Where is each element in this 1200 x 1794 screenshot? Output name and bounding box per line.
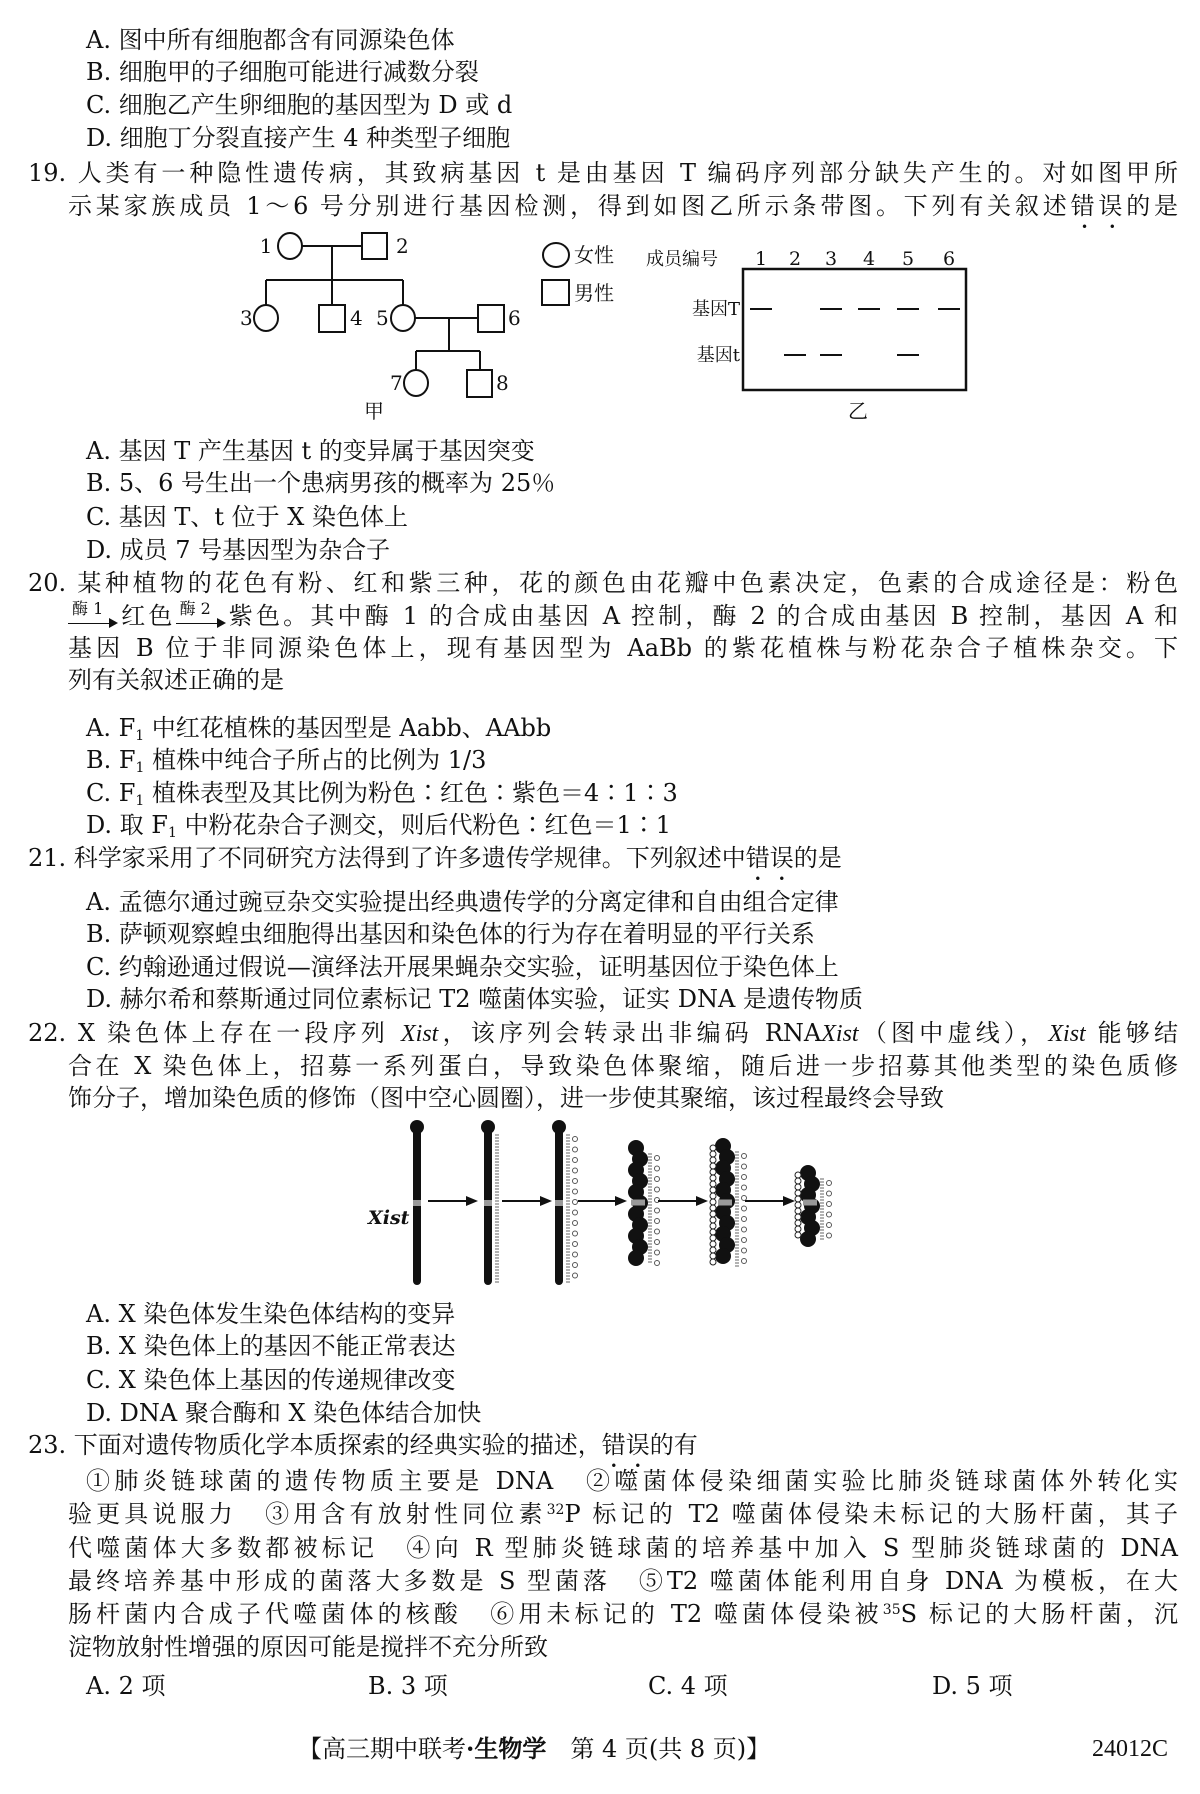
- text-line: [86, 1364, 455, 1396]
- footer-exam: 【高三期中联考: [298, 1735, 466, 1763]
- text-segment: 植株表型及其比例为粉色∶红色∶紫色＝4∶1∶3: [144, 779, 678, 807]
- gel-column-label: 4: [862, 248, 876, 270]
- text-segment: Xist: [401, 1021, 439, 1047]
- protein-circle: [655, 1229, 660, 1234]
- member-label: 7: [390, 371, 403, 395]
- arrow-head-icon: [466, 1196, 478, 1206]
- text-segment: B. 萨顿观察蝗虫细胞得出基因和染色体的行为存在着明显的平行关系: [86, 920, 815, 948]
- modification-circle: [795, 1172, 801, 1178]
- text-line: [68, 1050, 1178, 1082]
- gel-row-t-label: 基因t: [696, 345, 740, 366]
- pedigree-and-gel-figure: [238, 228, 970, 424]
- text-segment: 紫色。其中酶 1 的合成由基因 A 控制，酶 2 的合成由基因 B 控制，基因 A 和: [225, 602, 1178, 630]
- text-segment: Xist: [821, 1021, 859, 1047]
- text-segment: ①肺炎链球菌的遗传物质主要是 DNA ②噬菌体侵染细菌实验比肺炎链球菌体外转化实: [86, 1467, 1178, 1495]
- text-segment: D. 赫尔希和蔡斯通过同位素标记 T2 噬菌体实验，证实 DNA 是遗传物质: [86, 985, 864, 1013]
- protein-circle: [655, 1261, 660, 1266]
- text-line: [28, 842, 842, 874]
- text-segment: A. 基因 T 产生基因 t 的变异属于基因突变: [86, 437, 535, 465]
- text-line: [68, 664, 284, 696]
- modification-circle: [795, 1190, 801, 1196]
- text-segment: C. 约翰逊通过假说—演绎法开展果蝇杂交实验，证明基因位于染色体上: [86, 953, 839, 981]
- protein-circle: [655, 1250, 660, 1255]
- text-line: [86, 56, 479, 88]
- member-1-female: [278, 233, 302, 259]
- text-segment: 1: [135, 793, 145, 809]
- text-segment: C. X 染色体上基因的传递规律改变: [86, 1366, 456, 1394]
- member-2-male: [362, 233, 387, 259]
- text-line: [86, 712, 551, 744]
- xist-locus: [484, 1200, 492, 1206]
- protein-circle: [573, 1210, 578, 1215]
- protein-circle: [827, 1233, 832, 1238]
- emphasis-text: 错误: [601, 1431, 650, 1459]
- modification-circle: [710, 1205, 716, 1211]
- modification-circle: [795, 1220, 801, 1226]
- emphasis-text: 错误: [745, 844, 794, 872]
- protein-circle: [827, 1202, 832, 1207]
- protein-circle: [827, 1212, 832, 1217]
- member-8-male: [467, 370, 492, 397]
- text-line: [86, 435, 535, 467]
- text-segment: 20. 某种植物的花色有粉、红和紫三种，花的颜色由花瓣中色素决定，色素的合成途径是：粉色: [28, 569, 1178, 597]
- footer-dot: ·: [466, 1734, 475, 1763]
- protein-circle: [655, 1177, 660, 1182]
- text-segment: B. 细胞甲的子细胞可能进行减数分裂: [86, 58, 479, 86]
- protein-circle: [573, 1200, 578, 1205]
- text-line: [68, 1532, 1178, 1564]
- text-line: [68, 1498, 1178, 1530]
- centromere-cap: [410, 1120, 424, 1134]
- arrow-head-icon: [783, 1196, 795, 1206]
- xist-locus: [555, 1200, 563, 1206]
- text-line: [28, 567, 1178, 599]
- protein-circle: [742, 1175, 747, 1180]
- protein-circle: [573, 1263, 578, 1268]
- modification-circle: [710, 1217, 716, 1223]
- protein-circle: [573, 1231, 578, 1236]
- member-label: 5: [376, 306, 389, 330]
- text-line: [68, 600, 1178, 632]
- chromatin-bead: [628, 1250, 644, 1266]
- gel-row-T-label: 基因T: [691, 299, 740, 320]
- protein-circle: [742, 1154, 747, 1159]
- modification-circle: [710, 1235, 716, 1241]
- text-segment: 基因 B 位于非同源染色体上，现有基因型为 AaBb 的紫花植株与粉花杂合子植株杂交。下: [68, 634, 1178, 662]
- text-segment: 红色: [118, 602, 176, 630]
- member-label: 3: [240, 306, 253, 330]
- text-segment: 32: [546, 1502, 565, 1518]
- gel-box: [743, 269, 966, 390]
- text-line: [86, 1330, 456, 1362]
- text-segment: C. 基因 T、t 位于 X 染色体上: [86, 503, 409, 531]
- xist-locus: [413, 1200, 421, 1206]
- protein-circle: [742, 1164, 747, 1169]
- text-segment: 19. 人类有一种隐性遗传病，其致病基因 t 是由基因 T 编码序列部分缺失产生的。对如图甲所: [28, 159, 1178, 187]
- protein-circle: [655, 1156, 660, 1161]
- protein-circle: [742, 1238, 747, 1243]
- text-segment: 35: [882, 1602, 901, 1618]
- text-segment: （图中虚线），: [858, 1019, 1049, 1047]
- arrow-head-icon: [540, 1196, 552, 1206]
- protein-circle: [742, 1259, 747, 1264]
- text-segment: P 标记的 T2 噬菌体侵染未标记的大肠杆菌，其子: [564, 1500, 1179, 1528]
- modification-circle: [710, 1181, 716, 1187]
- gel-column-label: 6: [942, 248, 956, 270]
- q23-option-a[interactable]: A. 2 项: [86, 1672, 166, 1700]
- member-5-female: [391, 305, 415, 331]
- text-segment: D. DNA 聚合酶和 X 染色体结合加快: [86, 1399, 482, 1427]
- protein-circle: [827, 1223, 832, 1228]
- text-segment: 能够结: [1085, 1019, 1179, 1047]
- text-line: [86, 886, 839, 918]
- protein-circle: [573, 1168, 578, 1173]
- xist-locus: [803, 1200, 817, 1206]
- text-segment: 饰分子，增加染色质的修饰（图中空心圆圈），进一步使其聚缩，该过程最终会导致: [68, 1084, 944, 1112]
- text-line: [86, 744, 486, 776]
- enzyme-label: 酶 2: [179, 599, 211, 618]
- modification-circle: [710, 1175, 716, 1181]
- text-line: [86, 1397, 481, 1429]
- protein-circle: [827, 1181, 832, 1186]
- member-6-male: [478, 305, 504, 332]
- centromere-cap: [552, 1120, 566, 1134]
- protein-circle: [655, 1219, 660, 1224]
- text-line: [68, 1565, 1178, 1597]
- modification-circle: [710, 1259, 716, 1265]
- modification-circle: [795, 1184, 801, 1190]
- protein-circle: [742, 1248, 747, 1253]
- text-segment: 最终培养基中形成的菌落大多数是 S 型菌落 ⑤T2 噬菌体能利用自身 DNA 为模板，在大: [68, 1567, 1178, 1595]
- emphasis-text: 错误: [1070, 192, 1127, 220]
- protein-circle: [573, 1189, 578, 1194]
- member-3-female: [254, 305, 278, 331]
- footer-subject: 生物学: [474, 1734, 547, 1763]
- text-line: [68, 190, 1178, 222]
- protein-circle: [573, 1158, 578, 1163]
- protein-circle: [655, 1240, 660, 1245]
- text-segment: B. F: [86, 746, 136, 774]
- text-line: [28, 1429, 698, 1461]
- gel-header: 成员编号: [646, 249, 718, 270]
- modification-circle: [710, 1157, 716, 1163]
- text-line: [86, 501, 408, 533]
- text-segment: C. F: [86, 779, 136, 807]
- q23-option-d[interactable]: D. 5 项: [932, 1672, 1013, 1700]
- modification-circle: [710, 1223, 716, 1229]
- member-7-female: [404, 370, 428, 396]
- text-segment: 淀物放射性增强的原因可能是搅拌不充分所致: [68, 1633, 548, 1661]
- protein-circle: [573, 1273, 578, 1278]
- protein-circle: [655, 1166, 660, 1171]
- xist-locus: [631, 1200, 645, 1206]
- modification-circle: [710, 1169, 716, 1175]
- q23-option-c[interactable]: C. 4 项: [648, 1672, 728, 1700]
- protein-circle: [573, 1137, 578, 1142]
- protein-circle: [742, 1185, 747, 1190]
- text-line: [86, 777, 678, 809]
- reaction-arrow-icon: [176, 600, 226, 632]
- modification-circle: [795, 1196, 801, 1202]
- gel-column-label: 5: [901, 248, 915, 270]
- text-segment: 合在 X 染色体上，招募一系列蛋白，导致染色体聚缩，随后进一步招募其他类型的染色质修: [68, 1052, 1178, 1080]
- text-segment: A. 图中所有细胞都含有同源染色体: [86, 26, 455, 54]
- modification-circle: [710, 1253, 716, 1259]
- text-line: [86, 1465, 1178, 1497]
- gel-column-label: 3: [824, 248, 838, 270]
- text-segment: ，该序列会转录出非编码 RNA: [438, 1019, 822, 1047]
- text-line: [86, 951, 839, 983]
- q23-option-b[interactable]: B. 3 项: [368, 1672, 448, 1700]
- member-label: 4: [350, 306, 363, 330]
- text-segment: 示某家族成员 1～6 号分别进行基因检测，得到如图乙所示条带图。下列有关叙述: [68, 192, 1071, 220]
- legend-male-icon: [542, 280, 569, 305]
- arrow-head-icon: [696, 1196, 708, 1206]
- enzyme-label: 酶 1: [72, 599, 104, 618]
- text-line: [86, 983, 863, 1015]
- protein-circle: [573, 1242, 578, 1247]
- text-segment: 23. 下面对遗传物质化学本质探索的经典实验的描述，: [28, 1431, 602, 1459]
- protein-circle: [573, 1252, 578, 1257]
- text-segment: 代噬菌体大多数都被标记 ④向 R 型肺炎链球菌的培养基中加入 S 型肺炎链球菌的 DNA: [68, 1534, 1178, 1562]
- modification-circle: [710, 1163, 716, 1169]
- text-segment: 中粉花杂合子测交，则后代粉色∶红色＝1∶1: [176, 811, 672, 839]
- text-line: [28, 157, 1178, 189]
- text-segment: 的是: [793, 844, 842, 872]
- legend-female-icon: [543, 243, 569, 267]
- text-segment: D. 细胞丁分裂直接产生 4 种类型子细胞: [86, 124, 511, 152]
- text-segment: 21. 科学家采用了不同研究方法得到了许多遗传学规律。下列叙述中: [28, 844, 746, 872]
- text-line: [86, 534, 390, 566]
- protein-circle: [655, 1208, 660, 1213]
- modification-circle: [795, 1208, 801, 1214]
- text-segment: 肠杆菌内合成子代噬菌体的核酸 ⑥用未标记的 T2 噬菌体侵染被: [68, 1600, 883, 1628]
- modification-circle: [795, 1226, 801, 1232]
- text-line: [86, 122, 510, 154]
- modification-circle: [710, 1247, 716, 1253]
- modification-circle: [710, 1145, 716, 1151]
- text-segment: A. F: [86, 714, 136, 742]
- text-segment: 1: [135, 760, 145, 776]
- text-line: [68, 1598, 1178, 1630]
- reaction-arrow-icon: [68, 600, 118, 632]
- text-segment: C. 细胞乙产生卵细胞的基因型为 D 或 d: [86, 91, 513, 119]
- protein-circle: [742, 1227, 747, 1232]
- text-segment: 中红花植株的基因型是 Aabb、AAbb: [144, 714, 552, 742]
- text-line: [28, 1017, 1178, 1049]
- text-line: [86, 89, 512, 121]
- text-segment: B. 5、6 号生出一个患病男孩的概率为 25％: [86, 469, 556, 497]
- footer-page: 第 4 页(共 8 页)】: [570, 1735, 771, 1763]
- modification-circle: [710, 1151, 716, 1157]
- member-label: 1: [259, 234, 273, 258]
- protein-circle: [655, 1187, 660, 1192]
- modification-circle: [710, 1229, 716, 1235]
- member-label: 8: [496, 371, 509, 395]
- footer-code: 24012C: [1092, 1736, 1169, 1762]
- text-line: [86, 809, 671, 841]
- xist-label: Xist: [368, 1207, 410, 1229]
- text-line: [86, 24, 455, 56]
- arrow-head-icon: [615, 1196, 627, 1206]
- text-segment: 植株中纯合子所占的比例为 1/3: [144, 746, 487, 774]
- text-segment: 1: [135, 728, 145, 744]
- figure-caption-jia: 甲: [364, 399, 384, 423]
- modification-circle: [710, 1193, 716, 1199]
- text-segment: S 标记的大肠杆菌，沉: [900, 1600, 1178, 1628]
- text-line: [68, 1082, 944, 1114]
- text-line: [68, 632, 1178, 664]
- xist-locus: [718, 1200, 732, 1206]
- protein-circle: [742, 1196, 747, 1201]
- member-label: 2: [396, 234, 409, 258]
- member-4-male: [319, 305, 345, 332]
- text-segment: A. 孟德尔通过豌豆杂交实验提出经典遗传学的分离定律和自由组合定律: [86, 888, 839, 916]
- xist-chromosome-figure: [366, 1112, 832, 1288]
- text-segment: 的有: [649, 1431, 698, 1459]
- protein-circle: [573, 1179, 578, 1184]
- modification-circle: [710, 1211, 716, 1217]
- modification-circle: [795, 1214, 801, 1220]
- legend-female-label: 女性: [574, 243, 614, 267]
- chromatin-bead: [715, 1248, 731, 1264]
- text-segment: 1: [167, 825, 177, 841]
- text-segment: A. X 染色体发生染色体结构的变异: [86, 1300, 456, 1328]
- chromatin-bead: [800, 1231, 816, 1247]
- gel-column-label: 1: [754, 248, 768, 270]
- text-segment: Xist: [1048, 1021, 1086, 1047]
- text-segment: 22. X 染色体上存在一段序列: [28, 1019, 402, 1047]
- figure-caption-yi: 乙: [848, 399, 868, 423]
- gel-column-label: 2: [788, 248, 802, 270]
- text-line: [86, 918, 815, 950]
- modification-circle: [795, 1202, 801, 1208]
- modification-circle: [795, 1178, 801, 1184]
- text-segment: D. 取 F: [86, 811, 168, 839]
- protein-circle: [573, 1221, 578, 1226]
- text-segment: 列有关叙述正确的是: [68, 666, 284, 694]
- text-segment: 的是: [1126, 192, 1179, 220]
- text-segment: 验更具说服力 ③用含有放射性同位素: [68, 1500, 547, 1528]
- text-segment: D. 成员 7 号基因型为杂合子: [86, 536, 391, 564]
- modification-circle: [710, 1199, 716, 1205]
- text-segment: B. X 染色体上的基因不能正常表达: [86, 1332, 456, 1360]
- modification-circle: [795, 1232, 801, 1238]
- member-label: 6: [508, 306, 521, 330]
- protein-circle: [742, 1217, 747, 1222]
- protein-circle: [742, 1206, 747, 1211]
- modification-circle: [710, 1241, 716, 1247]
- centromere-cap: [481, 1120, 495, 1134]
- protein-circle: [827, 1191, 832, 1196]
- text-line: [86, 467, 555, 499]
- protein-circle: [573, 1147, 578, 1152]
- text-line: [86, 1298, 455, 1330]
- text-line: [68, 1631, 548, 1663]
- legend-male-label: 男性: [574, 281, 614, 305]
- modification-circle: [710, 1187, 716, 1193]
